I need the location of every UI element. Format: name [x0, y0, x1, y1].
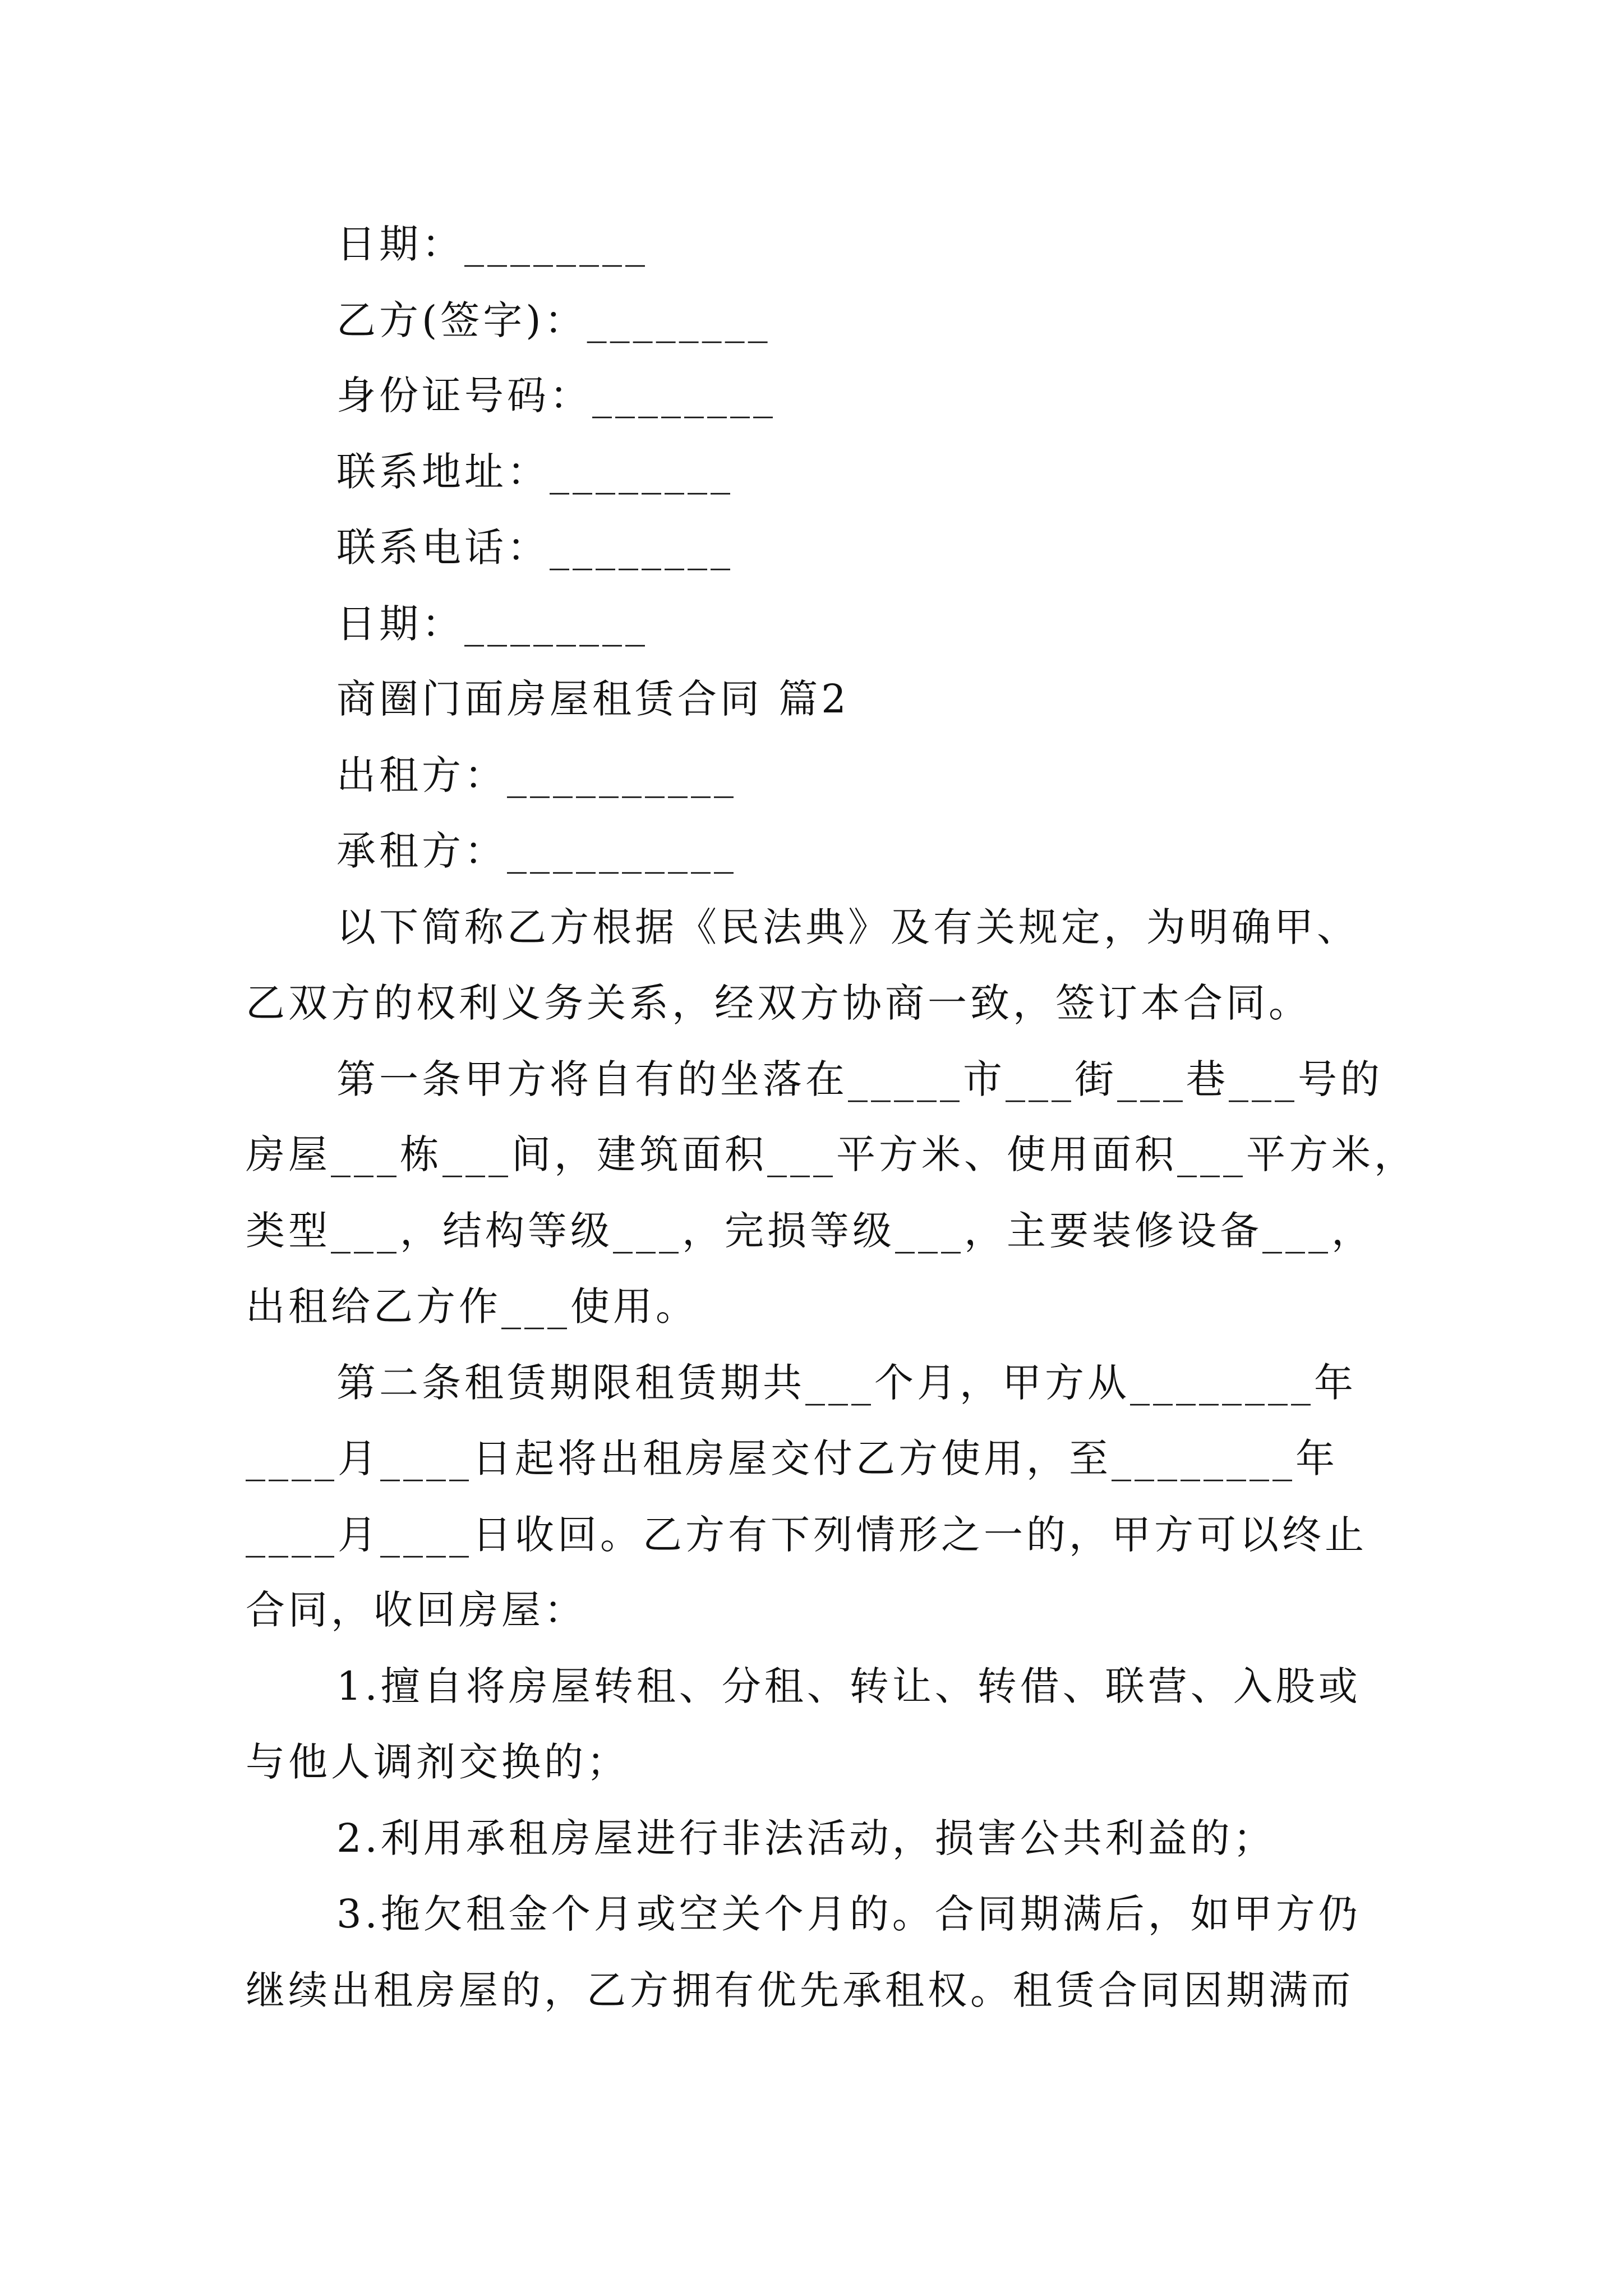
date-line-2: 日期：________: [336, 601, 648, 647]
section-title: 商圈门面房屋租赁合同 篇2: [336, 676, 850, 722]
item-2-line: 2.利用承租房屋进行非法活动，损害公共利益的；: [336, 1815, 1276, 1861]
party-b-signature-line: 乙方(签字)：________: [336, 297, 771, 343]
article-2-line-1: 第二条租赁期限租赁期共___个月，甲方从________年: [336, 1360, 1357, 1406]
item-3-line-2: 继续出租房屋的，乙方拥有优先承租权。租赁合同因期满而: [246, 1967, 1354, 2013]
lessee-line: 承租方：__________: [336, 828, 737, 874]
article-1-line-2: 房屋___栋___间，建筑面积___平方米、使用面积___平方米，: [246, 1131, 1417, 1177]
paragraph-intro-1: 以下简称乙方根据《民法典》及有关规定，为明确甲、: [336, 904, 1359, 950]
article-2-line-3: ____月____日收回。乙方有下列情形之一的，甲方可以终止: [246, 1512, 1367, 1558]
article-1-line-3: 类型___，结构等级___，完损等级___，主要装修设备___，: [246, 1208, 1374, 1254]
item-3-line-1: 3.拖欠租金个月或空关个月的。合同期满后，如甲方仍: [336, 1891, 1361, 1937]
contact-address-line: 联系地址：________: [336, 449, 734, 495]
item-1-line-2: 与他人调剂交换的；: [246, 1739, 629, 1785]
article-2-line-4: 合同，收回房屋：: [246, 1587, 587, 1633]
id-number-line: 身份证号码：________: [336, 372, 776, 418]
contact-phone-line: 联系电话：________: [336, 524, 734, 570]
article-1-line-1: 第一条甲方将自有的坐落在_____市___街___巷___号的: [336, 1056, 1383, 1102]
item-1-line-1: 1.擅自将房屋转租、分租、转让、转借、联营、入股或: [336, 1663, 1361, 1709]
article-2-line-2: ____月____日起将出租房屋交付乙方使用，至________年: [246, 1435, 1338, 1481]
date-line-1: 日期：________: [336, 221, 648, 267]
lessor-line: 出租方：__________: [336, 752, 737, 798]
article-1-line-4: 出租给乙方作___使用。: [246, 1283, 698, 1329]
paragraph-intro-2: 乙双方的权利义务关系，经双方协商一致，签订本合同。: [246, 980, 1311, 1026]
